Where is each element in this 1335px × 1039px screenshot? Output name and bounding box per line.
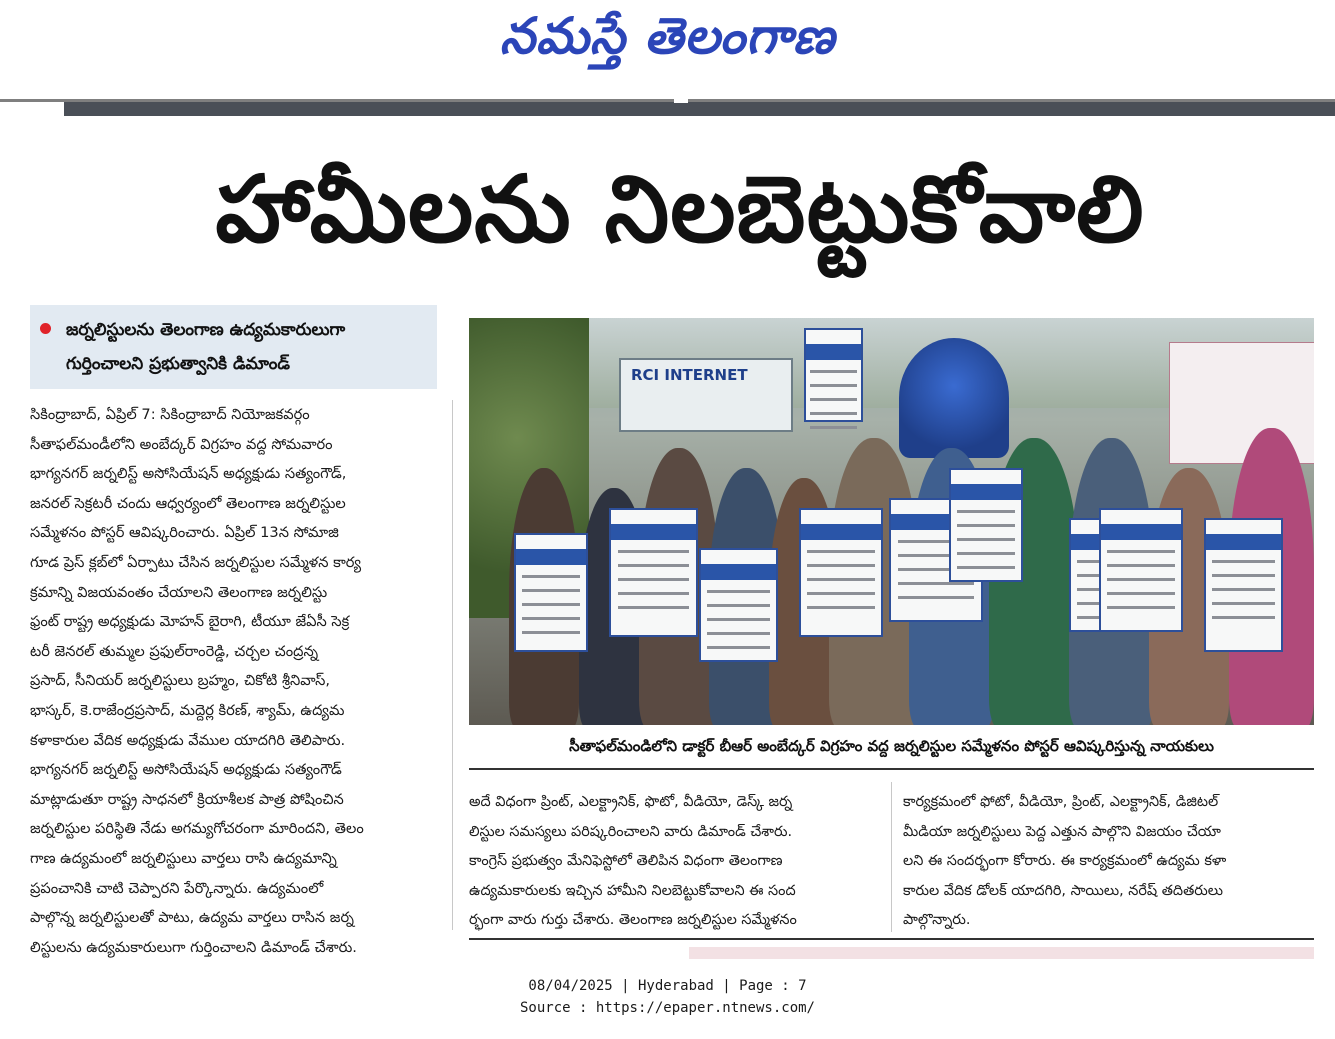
column-divider — [891, 782, 892, 932]
masthead-logo: నమస్తే తెలంగాణ — [499, 6, 836, 65]
poster-text-line — [1107, 606, 1174, 609]
body-line: భాగ్యనగర్ జర్నలిస్ట్ అసోసియేషన్ అధ్యక్షుడు సత్యంగౌడ్ — [30, 761, 342, 779]
photo-poster — [949, 468, 1023, 582]
body-line: టరీ జెనరల్ తుమ్మల ప్రఫుల్‌రాంరెడ్డి, చర్చల చంద్రన్న — [30, 642, 319, 660]
poster-text-line — [898, 596, 974, 599]
body-line: పాల్గొన్న జర్నలిస్టులతో పాటు, ఉద్యమ వార్తలు రాసిన జర్న — [30, 909, 354, 927]
body-line: ఫ్రంట్ రాష్ట్ర అధ్యక్షుడు మోహన్ బైరాగి, టీయూ జేఏసీ సెక్ర — [30, 613, 350, 631]
poster-text-line — [522, 603, 581, 606]
poster-band — [1206, 534, 1281, 550]
poster-text-line — [807, 564, 874, 567]
poster-text-line — [618, 592, 689, 595]
body-line: లని ఈ సందర్భంగా కోరారు. ఈ కార్యక్రమంలో ఉద్యమ కళా — [903, 853, 1227, 870]
subhead-box — [30, 305, 437, 389]
poster-text-line — [522, 589, 581, 592]
photo-poster — [514, 533, 588, 652]
poster-text-line — [807, 550, 874, 553]
body-line: భాగ్యనగర్ జర్నలిస్ట్ అసోసియేషన్ అధ్యక్షుడు సత్యంగౌడ్, — [30, 465, 347, 483]
photo-poster — [799, 508, 883, 637]
bottom-rule — [469, 938, 1314, 940]
top-rule-notch — [674, 93, 688, 103]
footer — [0, 975, 1335, 1019]
body-line: సీతాఫల్‌మండీలోని అంబేద్కర్ విగ్రహం వద్ద సోమవారం — [30, 435, 333, 453]
footer-dateline: 08/04/2025 | Hyderabad | Page : 7 — [528, 978, 807, 994]
poster-text-line — [707, 590, 770, 593]
caption-rule — [469, 768, 1314, 770]
poster-text-line — [522, 575, 581, 578]
poster-band — [806, 344, 861, 360]
body-line: కళాకారుల వేదిక అధ్యక్షుడు వేముల యాదగిరి తెలిపారు. — [30, 731, 346, 749]
photo-shop-sign — [619, 358, 793, 432]
body-line: సమ్మేళనం పోస్టర్ ఆవిష్కరించారు. ఏప్రిల్ 13న సోమాజి — [30, 524, 339, 542]
poster-text-line — [810, 426, 856, 429]
body-line: సికింద్రాబాద్, ఏప్రిల్ 7: సికింద్రాబాద్ నియోజకవర్గం — [30, 406, 310, 423]
photo-poster — [609, 508, 698, 637]
poster-text-line — [1212, 602, 1275, 605]
poster-text-line — [1212, 574, 1275, 577]
poster-text-line — [1107, 578, 1174, 581]
top-rule-band — [64, 102, 1335, 116]
photo-caption: సీతాఫల్‌మండిలోని డాక్టర్ బీఆర్ అంబేద్కర్ విగ్రహం వద్ద జర్నలిస్టుల సమ్మేళనం పోస్టర్ ఆవిష్కరిస్తున్న నాయకులు — [569, 737, 1214, 755]
body-line: గూడ ప్రెస్ క్లబ్‌లో ఏర్పాటు చేసిన జర్నలిస్టుల సమ్మేళన కార్య — [30, 553, 362, 571]
poster-text-line — [810, 384, 856, 387]
poster-band — [951, 484, 1021, 500]
body-line: కారుల వేదిక డోలక్ యాదగిరి, సాయిలు, నరేష్ తదితరులు — [903, 882, 1223, 899]
poster-text-line — [707, 632, 770, 635]
poster-text-line — [618, 550, 689, 553]
poster-text-line — [957, 552, 1016, 555]
footer-source: Source : https://epaper.ntnews.com/ — [519, 1000, 815, 1016]
poster-text-line — [618, 578, 689, 581]
bullet-icon — [40, 323, 51, 334]
body-line: క్రమాన్ని విజయవంతం చేయాలని తెలంగాణ జర్నలిస్టు — [30, 583, 328, 601]
body-line: కాంగ్రెస్ ప్రభుత్వం మేనిఫెస్టోలో తెలిపిన విధంగా తెలంగాణ — [469, 853, 783, 870]
poster-text-line — [707, 618, 770, 621]
poster-text-line — [807, 592, 874, 595]
photo-poster — [804, 328, 863, 422]
poster-text-line — [898, 582, 974, 585]
poster-text-line — [522, 631, 581, 634]
poster-text-line — [1212, 616, 1275, 619]
news-photo — [469, 318, 1314, 725]
body-line: కార్యక్రమంలో ఫోటో, వీడియో, ప్రింట్, ఎలక్ట్రానిక్, డిజిటల్ — [903, 794, 1219, 810]
body-line: పాల్గొన్నారు. — [903, 912, 971, 929]
photo-sign-text: RCI INTERNET — [631, 366, 748, 384]
body-line: జర్నలిస్టుల పరిస్థితి నేడు అగమ్యగోచరంగా మారిందని, తెలం — [30, 820, 364, 838]
body-line: మాట్లాడుతూ రాష్ట్ర సాధనలో క్రియాశీలక పాత్ర పోషించిన — [30, 790, 344, 808]
poster-text-line — [807, 578, 874, 581]
poster-text-line — [810, 398, 856, 401]
poster-text-line — [957, 566, 1016, 569]
photo-statue — [899, 338, 1009, 458]
poster-band — [801, 524, 881, 540]
body-line: జనరల్ సెక్రటరీ చందు ఆధ్వర్యంలో తెలంగాణ జర్నలిస్టుల — [30, 494, 346, 512]
article-body-left — [30, 400, 437, 962]
poster-text-line — [1107, 550, 1174, 553]
poster-band — [1101, 524, 1181, 540]
poster-band — [611, 524, 696, 540]
body-line: భాస్కర్, కె.రాజేంద్రప్రసాద్, మద్దెర్ల కిరణ్, శ్యామ్, ఉద్యమ — [30, 701, 345, 719]
photo-poster — [699, 548, 778, 662]
column-divider — [452, 400, 453, 930]
poster-text-line — [618, 606, 689, 609]
body-line: గాణ ఉద్యమంలో జర్నలిస్టులు వార్తలు రాసి ఉద్యమాన్ని — [30, 849, 337, 867]
poster-text-line — [707, 604, 770, 607]
bottom-strip — [689, 947, 1314, 959]
poster-text-line — [618, 564, 689, 567]
masthead — [0, 0, 1335, 80]
poster-text-line — [707, 646, 770, 649]
poster-text-line — [957, 524, 1016, 527]
article-body-middle — [469, 788, 879, 936]
body-line: ర్భంగా వారు గుర్తు చేశారు. తెలంగాణ జర్నలిస్టుల సమ్మేళనం — [469, 912, 797, 929]
poster-text-line — [1212, 588, 1275, 591]
poster-text-line — [810, 412, 856, 415]
body-line: ప్రసాద్, సీనియర్ జర్నలిస్టులు బ్రహ్మం, చికోటి శ్రీనివాస్, — [30, 672, 330, 690]
body-line: లిస్టులను ఉద్యమకారులుగా గుర్తించాలని డిమాండ్ చేశారు. — [30, 938, 357, 956]
poster-band — [701, 564, 776, 580]
body-line: అదే విధంగా ప్రింట్, ఎలక్ట్రానిక్, ఫొటో, వీడియో, డెస్క్ జర్న — [469, 794, 793, 810]
subhead-line-1: జర్నలిస్టులను తెలంగాణ ఉద్యమకారులుగా — [66, 320, 346, 340]
subhead-line-2: గుర్తించాలని ప్రభుత్వానికి డిమాండ్ — [66, 354, 290, 374]
poster-text-line — [1212, 560, 1275, 563]
poster-band — [516, 549, 586, 565]
body-line: లిస్టుల సమస్యలు పరిష్కరించాలని వారు డిమాండ్ చేశారు. — [469, 823, 793, 840]
photo-poster — [1099, 508, 1183, 632]
poster-text-line — [1107, 592, 1174, 595]
article-body-right — [903, 788, 1314, 936]
body-line: ఉద్యమకారులకు ఇచ్చిన హామీని నిలబెట్టుకోవాలని ఈ సంద — [469, 882, 796, 899]
body-line: ప్రపంచానికి చాటి చెప్పారని పేర్కొన్నారు. ఉద్యమంలో — [30, 879, 324, 897]
body-line: మీడియా జర్నలిస్టులు పెద్ద ఎత్తున పాల్గొని విజయం చేయా — [903, 823, 1221, 840]
poster-text-line — [807, 606, 874, 609]
poster-text-line — [810, 370, 856, 373]
poster-text-line — [957, 510, 1016, 513]
poster-text-line — [957, 538, 1016, 541]
poster-text-line — [522, 617, 581, 620]
poster-text-line — [1107, 564, 1174, 567]
photo-poster — [1204, 518, 1283, 652]
headline: హామీలను నిలబెట్టుకోవాలి — [215, 156, 1145, 263]
